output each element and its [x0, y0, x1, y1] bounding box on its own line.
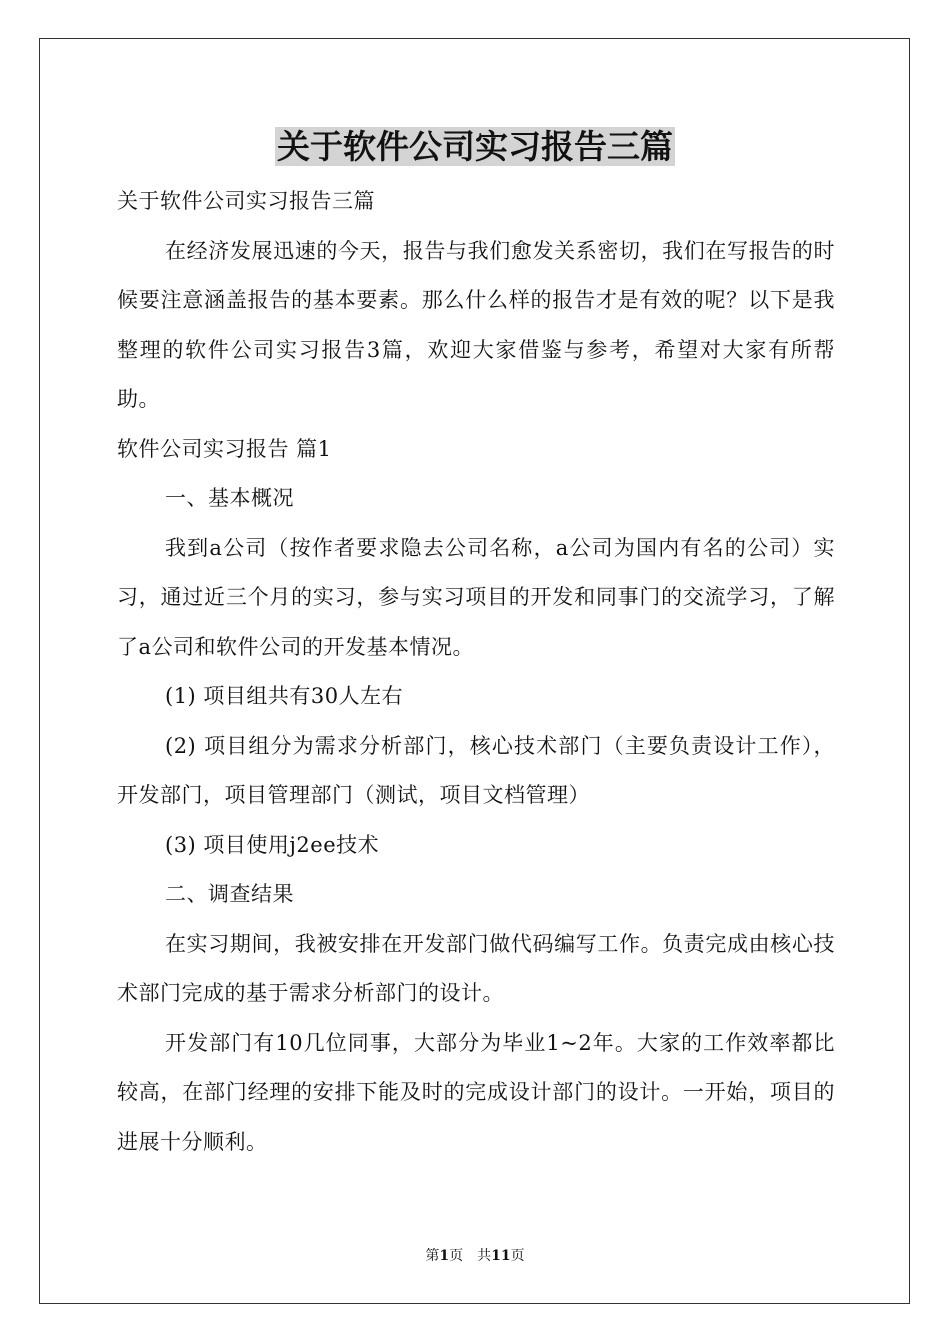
paragraph-4: 我到a公司（按作者要求隐去公司名称，a公司为国内有名的公司）实习，通过近三个月的实习，参与实习项目的开发和同事门的交流学习，了解了a公司和软件公司的开发基本情况。 — [117, 535, 835, 659]
document-body — [117, 177, 835, 1167]
paragraph-1: 在经济发展迅速的今天，报告与我们愈发关系密切，我们在写报告的时候要注意涵盖报告的基本要素。那么什么样的报告才是有效的呢？以下是我整理的软件公司实习报告3篇，欢迎大家借鉴与参考，希望对大家有所帮助。 — [117, 238, 835, 411]
paragraph-5: (1) 项目组共有30人左右 — [165, 684, 404, 708]
page-footer — [0, 1246, 950, 1266]
paragraph-3: 一、基本概况 — [165, 486, 294, 510]
document-title-text: 关于软件公司实习报告三篇 — [277, 127, 673, 166]
paragraph-6: (2) 项目组分为需求分析部门，核心技术部门（主要负责设计工作），开发部门，项目管理部门（测试，项目文档管理） — [117, 733, 835, 807]
footer-page-total: 11 — [491, 1248, 511, 1264]
paragraph-9: 在实习期间，我被安排在开发部门做代码编写工作。负责完成由核心技术部门完成的基于需求分析部门的设计。 — [117, 931, 835, 1005]
paragraph-7: (3) 项目使用j2ee技术 — [165, 832, 380, 857]
footer-page-current: 1 — [439, 1248, 450, 1264]
paragraph-2: 软件公司实习报告 篇1 — [117, 436, 332, 461]
document-title — [0, 122, 950, 172]
footer-page-suffix: 页 — [510, 1248, 525, 1264]
paragraph-8: 二、调查结果 — [165, 882, 294, 906]
paragraph-10: 开发部门有10几位同事，大部分为毕业1~2年。大家的工作效率都比较高，在部门经理的安排下能及时的完成设计部门的设计。一开始，项目的进展十分顺利。 — [117, 1030, 835, 1154]
footer-page-prefix: 第 — [425, 1248, 440, 1264]
footer-page-mid: 页 共 — [449, 1248, 492, 1264]
paragraph-0: 关于软件公司实习报告三篇 — [117, 189, 375, 213]
